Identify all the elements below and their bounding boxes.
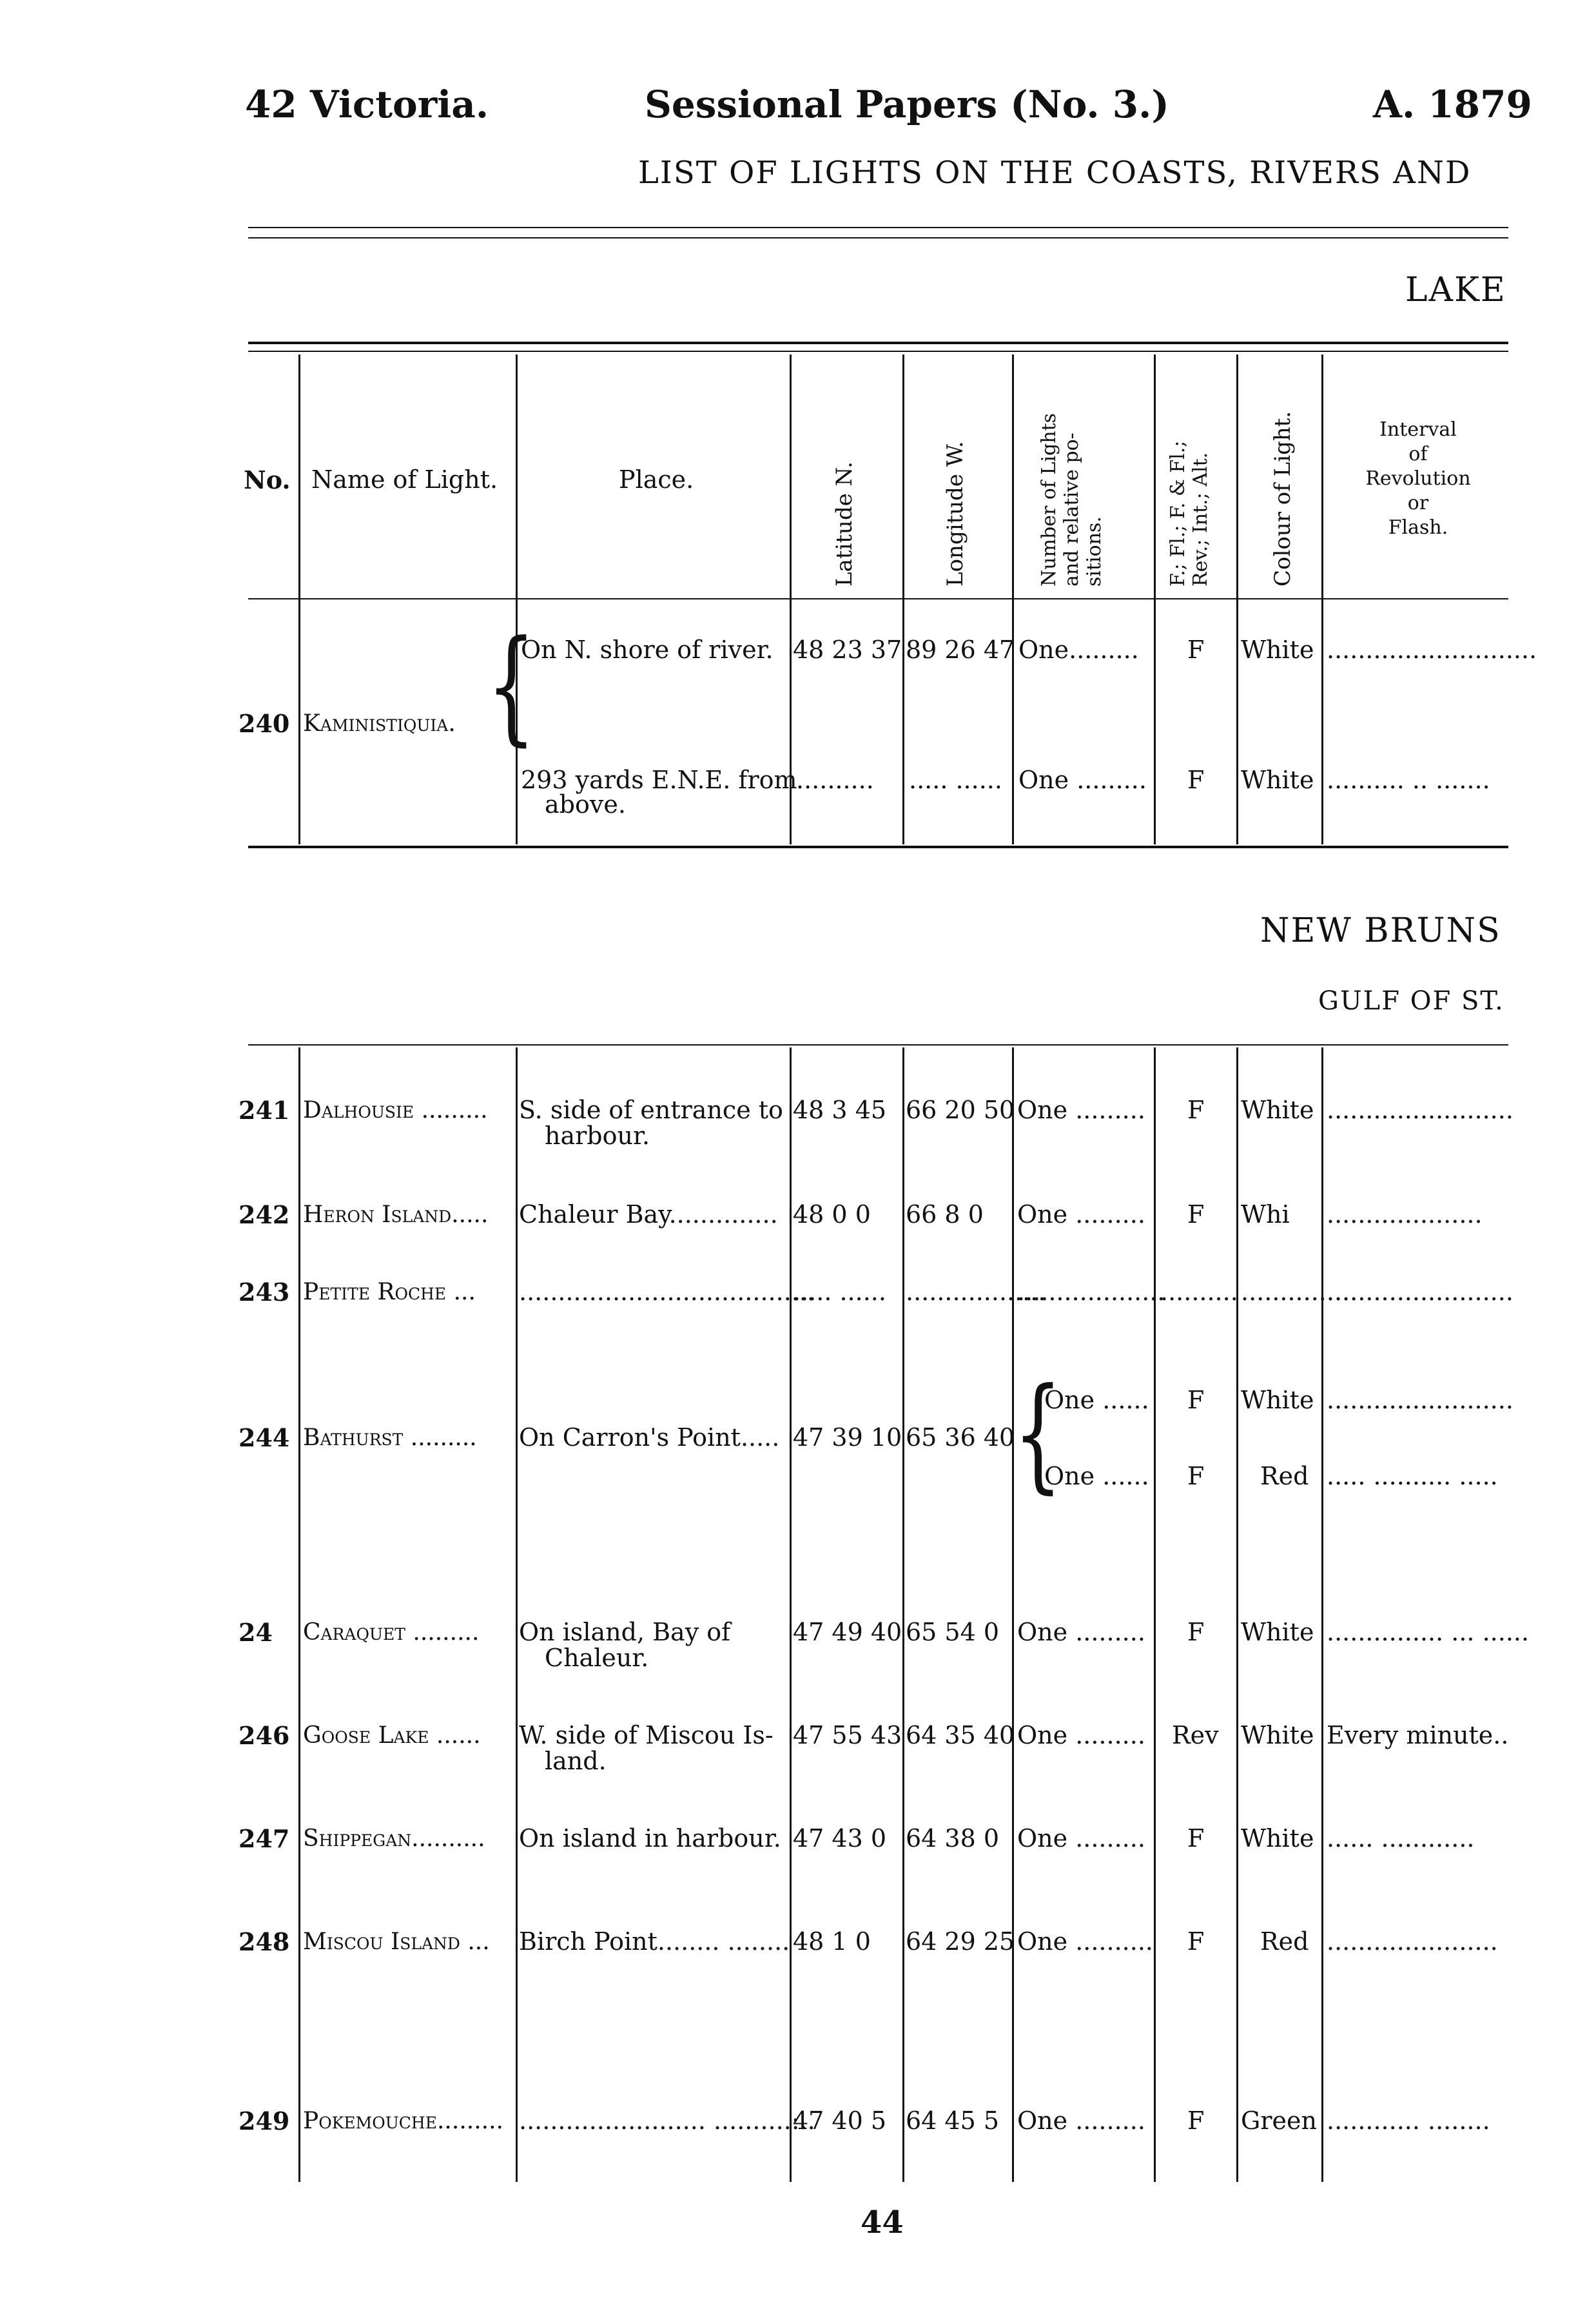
row-type: F xyxy=(1187,2106,1205,2135)
col-longitude: Longitude W. xyxy=(942,441,968,587)
row-interval: .......... .. ....... xyxy=(1327,766,1490,794)
row-no: 246 xyxy=(238,1721,290,1750)
col-type-2: Rev.; Int.; Alt. xyxy=(1189,452,1212,587)
vrule xyxy=(1321,355,1323,844)
section-gulf-title: GULF OF ST. xyxy=(1318,986,1504,1016)
row-type: F xyxy=(1187,1386,1205,1414)
row-colour: White xyxy=(1241,766,1314,794)
row-colour: White xyxy=(1241,636,1314,664)
row-no: 243 xyxy=(238,1278,290,1307)
vrule xyxy=(1012,355,1014,844)
row-interval: ...................... xyxy=(1327,1927,1498,1956)
row-number: One ......... xyxy=(1017,2106,1145,2135)
vrule xyxy=(516,1047,518,2182)
vrule xyxy=(516,355,518,844)
col-no: No. xyxy=(244,465,291,494)
col-interval-4: or xyxy=(1407,492,1429,514)
row-latitude: 47 43 0 xyxy=(793,1824,887,1853)
row-place: On island, Bay of xyxy=(519,1618,731,1646)
row-no: 24 xyxy=(238,1618,273,1647)
vrule xyxy=(1236,1047,1238,2182)
row-latitude: ..... ...... xyxy=(793,1278,886,1306)
row-interval: ........................... xyxy=(1327,636,1537,664)
row-name: Goose Lake ...... xyxy=(303,1722,481,1749)
row-number: One ......... xyxy=(1018,766,1147,794)
vrule xyxy=(298,355,300,844)
row-number: One ......... xyxy=(1017,1200,1145,1229)
row-number: One ......... xyxy=(1017,1824,1145,1853)
row-place-cont: Chaleur. xyxy=(545,1644,649,1672)
vrule xyxy=(1154,1047,1156,2182)
row-longitude: .................. xyxy=(906,1278,1046,1306)
row-name: Dalhousie ......... xyxy=(303,1097,488,1123)
col-number-3: sitions. xyxy=(1083,516,1105,587)
row-longitude: 64 29 25 xyxy=(906,1927,1015,1956)
row-longitude: 89 26 47 xyxy=(906,636,1015,664)
row-type: F xyxy=(1187,1200,1205,1229)
row-latitude: 48 23 37 xyxy=(793,636,902,664)
row-interval: ............... ... ...... xyxy=(1327,1618,1530,1646)
nb-rule-top xyxy=(248,1044,1508,1046)
col-interval-2: of xyxy=(1408,443,1428,465)
row-latitude: .......... xyxy=(796,766,874,794)
row-number: One ......... xyxy=(1017,1721,1145,1749)
row-no: 249 xyxy=(238,2106,290,2135)
header-rule-top-thin xyxy=(248,351,1508,352)
row-interval: ........................ xyxy=(1327,1278,1513,1306)
col-interval-1: Interval xyxy=(1379,418,1457,441)
header-left: 42 Victoria. xyxy=(245,83,489,126)
row-longitude: 64 45 5 xyxy=(906,2106,1000,2135)
row-brace: { xyxy=(487,615,536,759)
col-name: Name of Light. xyxy=(311,465,498,494)
row-colour: ............... xyxy=(1241,1278,1358,1306)
row-colour: Whi xyxy=(1241,1200,1290,1229)
row-colour: Green xyxy=(1241,2106,1317,2135)
list-title: LIST OF LIGHTS ON THE COASTS, RIVERS AND xyxy=(638,155,1472,191)
col-interval-3: Revolution xyxy=(1365,467,1471,490)
row-type: F xyxy=(1187,1618,1205,1646)
vrule xyxy=(902,355,904,844)
row-no: 244 xyxy=(238,1423,290,1452)
row-name: Miscou Island ... xyxy=(303,1929,490,1955)
row-latitude: 47 55 43 xyxy=(793,1721,902,1749)
vrule xyxy=(1236,355,1238,844)
row-number: One .......... xyxy=(1017,1927,1153,1956)
row-interval: ...... ............ xyxy=(1327,1824,1475,1853)
row-colour: White xyxy=(1241,1096,1314,1124)
double-rule-top xyxy=(248,227,1508,228)
row-place: 293 yards E.N.E. from xyxy=(521,766,797,794)
vrule xyxy=(902,1047,904,2182)
row-place: On Carron's Point..... xyxy=(519,1423,780,1452)
row-colour: White xyxy=(1241,1618,1314,1646)
row-name: Pokemouche......... xyxy=(303,2108,503,2134)
row-no: 242 xyxy=(238,1200,290,1229)
col-place: Place. xyxy=(619,465,694,494)
row-longitude: 64 38 0 xyxy=(906,1824,1000,1853)
row-longitude: 65 54 0 xyxy=(906,1618,1000,1646)
row-place-cont: land. xyxy=(545,1747,607,1775)
row-type: Rev xyxy=(1172,1721,1219,1749)
row-type: F xyxy=(1187,636,1205,664)
row-latitude: 47 39 10 xyxy=(793,1423,902,1452)
row-colour: White xyxy=(1241,1824,1314,1853)
row-place: On island in harbour. xyxy=(519,1824,781,1853)
row-interval: .................... xyxy=(1327,1200,1483,1229)
row-place: W. side of Miscou Is- xyxy=(519,1721,774,1749)
row-colour: White xyxy=(1241,1721,1314,1749)
row-place-cont: harbour. xyxy=(545,1122,650,1150)
row-number: One ...... xyxy=(1044,1462,1149,1490)
row-type: F xyxy=(1187,1824,1205,1853)
row-number: One ...... xyxy=(1044,1386,1149,1414)
row-place-cont: above. xyxy=(545,790,626,819)
row-longitude: ..... ...... xyxy=(909,766,1002,794)
row-interval: ..... .......... ..... xyxy=(1327,1462,1498,1490)
vrule xyxy=(790,1047,792,2182)
row-place: Chaleur Bay.............. xyxy=(519,1200,778,1229)
row-longitude: 66 8 0 xyxy=(906,1200,984,1229)
row-longitude: 65 36 40 xyxy=(906,1423,1015,1452)
col-interval-5: Flash. xyxy=(1388,516,1448,539)
section-lakes-title: LAKE xyxy=(1405,271,1506,309)
lake-rule-bottom xyxy=(248,846,1508,848)
header-rule-top xyxy=(248,342,1508,344)
row-no: 247 xyxy=(238,1824,290,1853)
row-type: .......... xyxy=(1160,1278,1238,1306)
row-interval: Every minute.. xyxy=(1327,1721,1509,1749)
row-latitude: 47 40 5 xyxy=(793,2106,887,2135)
row-no: 240 xyxy=(238,709,290,738)
row-name: Bathurst ......... xyxy=(303,1425,477,1451)
row-brace: { xyxy=(1013,1363,1063,1506)
row-place: S. side of entrance to xyxy=(519,1096,783,1124)
row-name: Shippegan.......... xyxy=(303,1825,485,1852)
row-place: Birch Point........ ........ xyxy=(519,1927,790,1956)
row-colour: Red xyxy=(1260,1927,1309,1956)
vrule xyxy=(1321,1047,1323,2182)
row-latitude: 48 1 0 xyxy=(793,1927,871,1956)
row-name: Caraquet ......... xyxy=(303,1619,480,1646)
header-rule-bottom xyxy=(248,598,1508,599)
double-rule-bottom xyxy=(248,237,1508,238)
row-name: Kaministiquia. xyxy=(303,710,456,737)
row-type: F xyxy=(1187,1096,1205,1124)
row-interval: ........................ xyxy=(1327,1386,1513,1414)
row-type: F xyxy=(1187,1462,1205,1490)
row-interval: ........................ xyxy=(1327,1096,1513,1124)
section-newbrunswick-title: NEW BRUNS xyxy=(1260,911,1501,950)
row-type: F xyxy=(1187,1927,1205,1956)
row-interval: ............ ........ xyxy=(1327,2106,1490,2135)
col-colour: Colour of Light. xyxy=(1270,411,1296,587)
col-number-1: Number of Lights xyxy=(1038,413,1060,587)
row-number: ................... xyxy=(1017,1278,1165,1306)
row-type: F xyxy=(1187,766,1205,794)
col-interval xyxy=(1328,418,1508,540)
row-name: Petite Roche ... xyxy=(303,1279,476,1305)
row-longitude: 66 20 50 xyxy=(906,1096,1015,1124)
row-place: ........................ ..........:.. xyxy=(519,2106,815,2135)
header-center: Sessional Papers (No. 3.) xyxy=(645,83,1169,126)
row-colour: Red xyxy=(1260,1462,1309,1490)
row-longitude: 64 35 40 xyxy=(906,1721,1015,1749)
row-number: One ......... xyxy=(1017,1096,1145,1124)
row-no: 248 xyxy=(238,1927,290,1956)
vrule xyxy=(1154,355,1156,844)
row-number: One ......... xyxy=(1017,1618,1145,1646)
row-number: One......... xyxy=(1018,636,1139,664)
row-name: Heron Island..... xyxy=(303,1201,489,1228)
row-latitude: 47 49 40 xyxy=(793,1618,902,1646)
header-right: A. 1879 xyxy=(1373,83,1532,126)
col-latitude: Latitude N. xyxy=(832,461,857,587)
col-number-2: and relative po- xyxy=(1060,433,1083,587)
row-colour: White xyxy=(1241,1386,1314,1414)
row-place: On N. shore of river. xyxy=(521,636,774,664)
row-latitude: 48 3 45 xyxy=(793,1096,887,1124)
vrule xyxy=(298,1047,300,2182)
row-no: 241 xyxy=(238,1096,290,1125)
vrule xyxy=(1012,1047,1014,2182)
page-number: 44 xyxy=(861,2204,904,2241)
row-place: ...................................... xyxy=(519,1278,815,1306)
row-latitude: 48 0 0 xyxy=(793,1200,871,1229)
col-type-1: F.; Fl.; F. & Fl.; xyxy=(1167,440,1189,587)
